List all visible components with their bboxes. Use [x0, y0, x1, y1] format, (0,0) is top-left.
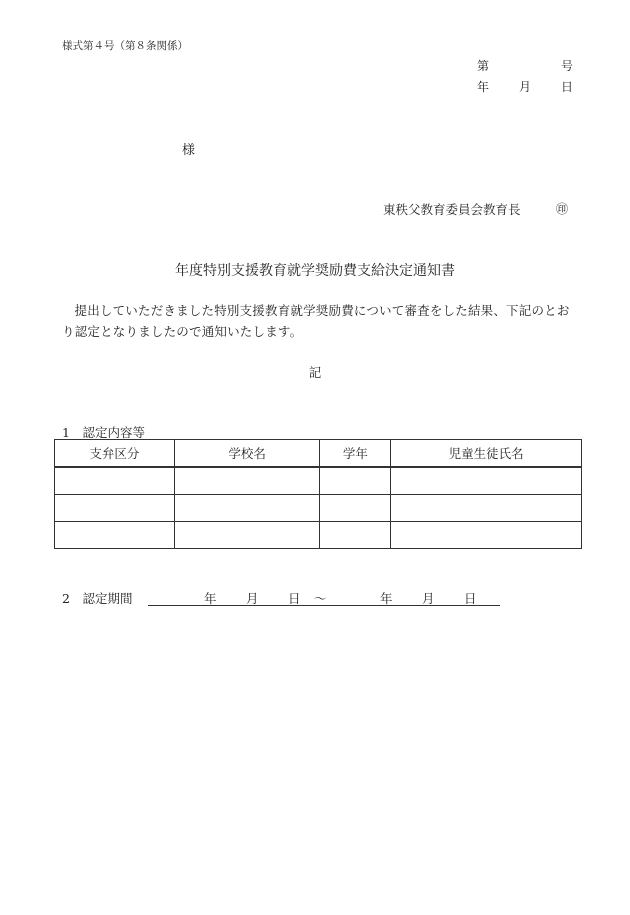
table-cell: [55, 467, 175, 495]
document-number-suffix: 号: [561, 59, 574, 73]
section2-label: 2 認定期間: [62, 591, 133, 606]
period-end-year: 年: [380, 591, 393, 606]
table-cell: [174, 467, 320, 495]
table-cell: [320, 522, 391, 549]
table-row: [55, 467, 582, 495]
period-end-month: 月: [422, 591, 435, 606]
period-start-year: 年: [204, 591, 217, 606]
body-text: 提出していただきました特別支援教育就学奨励費について審査をした結果、下記のとおり認定となりましたので通知いたします。: [62, 303, 570, 339]
table-cell: [391, 495, 582, 522]
table-header-row: [55, 440, 582, 468]
seal-mark: ㊞: [556, 202, 569, 216]
document-title: 年度特別支援教育就学奨励費支給決定通知書: [175, 263, 455, 279]
form-number: 様式第４号（第８条関係）: [62, 40, 188, 52]
table-cell: [391, 467, 582, 495]
table-row: [55, 495, 582, 522]
table-cell: [55, 495, 175, 522]
date-year: 年: [477, 80, 490, 94]
issuer: 東秩父教育委員会教育長: [383, 202, 521, 217]
table-cell: [174, 522, 320, 549]
date-day: 日: [561, 80, 574, 94]
table-row: [55, 522, 582, 549]
period-start-day: 日: [288, 591, 301, 606]
period-end-day: 日: [464, 591, 477, 606]
date-month: 月: [519, 80, 532, 94]
table-cell: [55, 522, 175, 549]
table-cell: [391, 522, 582, 549]
recipient-honorific: 様: [182, 143, 196, 158]
column-header: 児童生徒氏名: [391, 440, 582, 468]
section1-label: 1 認定内容等: [62, 425, 145, 440]
certification-table: [54, 439, 582, 549]
column-header: 支弁区分: [55, 440, 175, 468]
table-cell: [320, 467, 391, 495]
document-number-prefix: 第: [477, 59, 490, 73]
column-header: 学年: [320, 440, 391, 468]
period-start-month: 月: [246, 591, 259, 606]
period-separator: ～: [314, 591, 327, 606]
column-header: 学校名: [174, 440, 320, 468]
table-cell: [174, 495, 320, 522]
ki-heading: 記: [308, 365, 322, 380]
table-cell: [320, 495, 391, 522]
